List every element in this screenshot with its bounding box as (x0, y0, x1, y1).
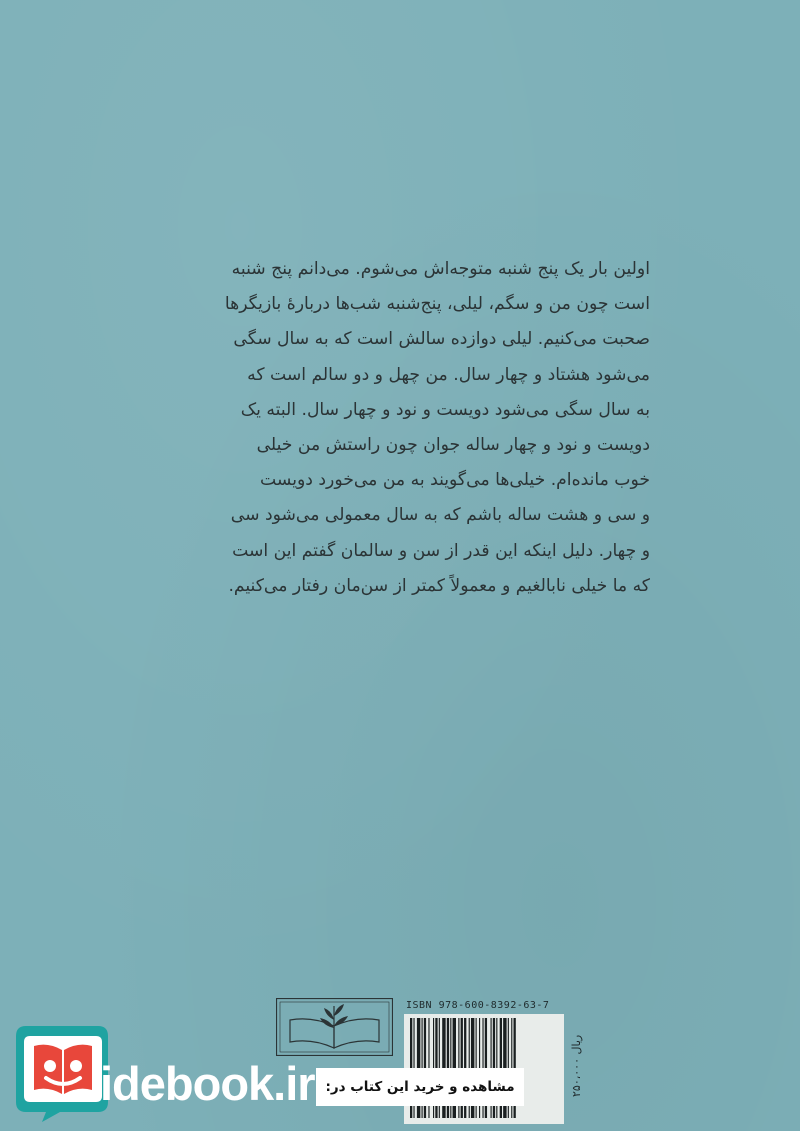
blurb-line: صحبت می‌کنیم. لیلی دوازده سالش است که به سال سگی (233, 329, 650, 350)
blurb-line: اولین بار یک پنج شنبه متوجه‌اش می‌شوم. می‌دانم پنج شنبه (231, 259, 650, 279)
blurb-line: و سی و هشت ساله باشم که به سال معمولی می‌شود سی (230, 505, 650, 526)
barcode-block (398, 1000, 598, 1131)
watermark-site-name: idebook.ir (100, 1057, 315, 1110)
blurb-line: به سال سگی می‌شود دویست و نود و چهار سال. البته یک (240, 399, 650, 420)
blurb-line: است چون من و سگم، لیلی، پنج‌شنبه شب‌ها دربارهٔ بازیگرها (224, 294, 650, 315)
blurb-line: خوب مانده‌ام. خیلی‌ها می‌گویند به من می‌خورد دویست (259, 470, 650, 491)
publisher-logo-icon (276, 998, 393, 1056)
isbn-label: ISBN 978-600-8392-63-7 (406, 1000, 550, 1011)
blurb-line: که ما خیلی نابالغیم و معمولاً کمتر از سن‌مان رفتار می‌کنیم. (228, 575, 650, 596)
blurb-line: و چهار. دلیل اینکه این قدر از سن و سالمان گفتم این است (232, 540, 650, 561)
blurb-line: دویست و نود و چهار ساله جوان چون راستش من خیلی (256, 435, 650, 456)
price-label: ۲۵۰،۰۰۰ ریال (570, 1034, 583, 1098)
blurb-line: می‌شود هشتاد و چهار سال. من چهل و دو سالم است که (247, 364, 650, 385)
watermark-banner: مشاهده و خرید این کتاب در: (316, 1068, 524, 1106)
back-cover-blurb (150, 252, 650, 604)
